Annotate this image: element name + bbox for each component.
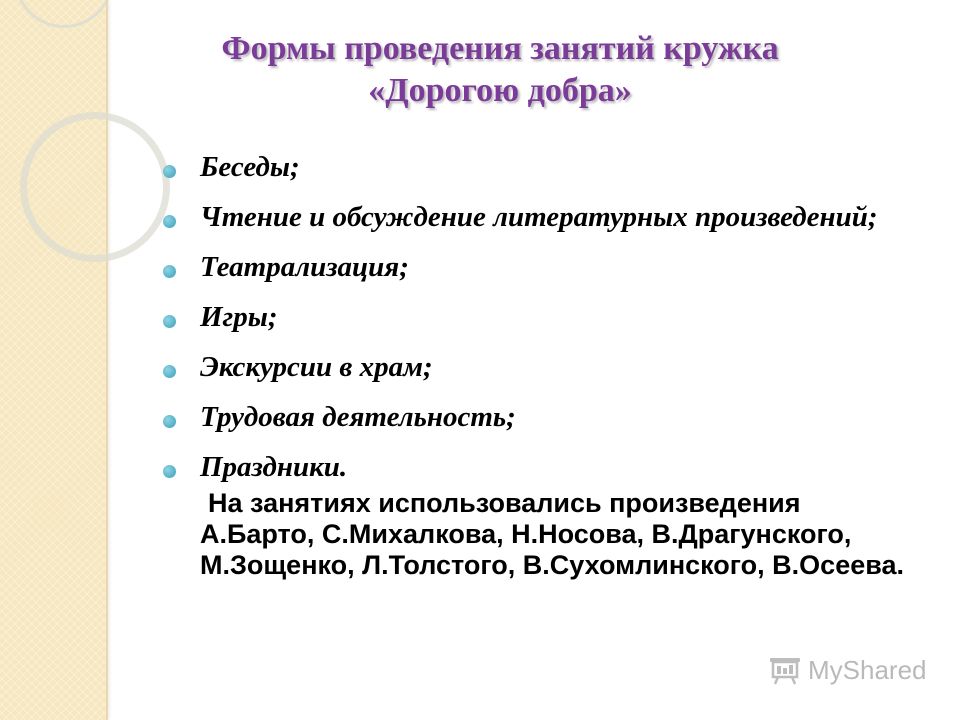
bullet-text: Театрализация; bbox=[200, 251, 409, 283]
watermark-text: MyShared bbox=[808, 655, 927, 685]
bullet-item bbox=[160, 302, 920, 332]
bullet-item bbox=[160, 202, 920, 232]
bullet-dot-icon bbox=[163, 365, 176, 378]
slide-title: Формы проведения занятий кружка «Дорогою добра» bbox=[221, 30, 779, 109]
bullet-item bbox=[160, 352, 920, 382]
bullet-text: Праздники. bbox=[200, 451, 348, 483]
decorative-circle bbox=[20, 112, 170, 262]
bullet-text: Игры; bbox=[200, 301, 278, 333]
bullet-dot-icon bbox=[163, 265, 176, 278]
side-panel-edge bbox=[106, 0, 108, 720]
myshared-watermark[interactable] bbox=[768, 655, 927, 686]
authors-paragraph: На занятиях использовались произведения А.Барто, С.Михалкова, Н.Носова, В.Драгунского, М.Зощенко, Л.Толстого, В.Сухомлинского, В.Осеева. bbox=[200, 488, 904, 580]
projector-screen-icon bbox=[768, 656, 802, 686]
bullet-item bbox=[160, 402, 920, 432]
bullet-item bbox=[160, 152, 920, 182]
bullet-text: Беседы; bbox=[200, 151, 300, 183]
bullet-dot-icon bbox=[163, 165, 176, 178]
bullet-dot-icon bbox=[163, 415, 176, 428]
bullet-dot-icon bbox=[163, 215, 176, 228]
bullet-item bbox=[160, 252, 920, 282]
bullet-text: Экскурсии в храм; bbox=[200, 351, 433, 383]
decorative-circle-top bbox=[14, 0, 114, 28]
bullet-item bbox=[160, 452, 920, 482]
bullet-dot-icon bbox=[163, 315, 176, 328]
bullet-text: Чтение и обсуждение литературных произведений; bbox=[200, 201, 878, 233]
bullet-list bbox=[160, 152, 920, 502]
bullet-text: Трудовая деятельность; bbox=[200, 401, 516, 433]
decorative-side-panel bbox=[0, 0, 106, 720]
bullet-dot-icon bbox=[163, 465, 176, 478]
